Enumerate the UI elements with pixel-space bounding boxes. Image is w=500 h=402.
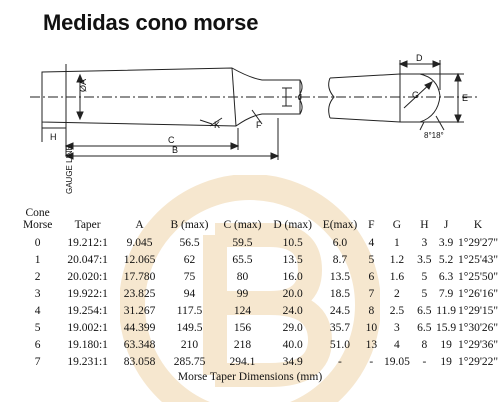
table-caption: Morse Taper Dimensions (mm) <box>177 371 323 383</box>
column-header: B (max) <box>170 219 209 231</box>
table-row <box>18 268 500 285</box>
table-cell: 1°25'43" <box>458 253 499 266</box>
table-cell: 2 <box>34 270 41 283</box>
table-cell: - <box>338 355 342 368</box>
table-cell: 13.5 <box>282 253 303 266</box>
column-header: J <box>443 219 449 231</box>
table-cell: 19.212:1 <box>67 236 108 249</box>
drawing-label-gauge-line: GAUGE LINE <box>65 145 74 194</box>
table-cell: 3.5 <box>417 253 432 266</box>
morse-taper-drawing <box>0 44 500 204</box>
drawing-label-g: G <box>412 90 420 100</box>
table-cell: 5 <box>421 270 428 283</box>
table-cell: 19.231:1 <box>67 355 108 368</box>
drawing-label-j: J <box>298 93 302 102</box>
table-cell: 19 <box>440 338 452 351</box>
table-cell: 124 <box>233 304 252 317</box>
table-cell: 19.002:1 <box>67 321 108 334</box>
table-cell: 2 <box>394 287 400 300</box>
table-cell: 20.020:1 <box>67 270 108 283</box>
table-cell: 16.0 <box>282 270 303 283</box>
table-cell: 3 <box>394 321 400 334</box>
table-cell: 7 <box>368 287 375 300</box>
table-cell: 156 <box>233 321 252 334</box>
column-header: G <box>392 219 402 231</box>
table-cell: 6 <box>34 338 41 351</box>
column-header: A <box>135 219 144 231</box>
table-cell: 56.5 <box>179 236 200 249</box>
table-cell: 2.5 <box>389 304 405 317</box>
table-cell: 1°29'27" <box>458 236 499 249</box>
table-cell: 10.5 <box>282 236 303 249</box>
table-cell: 23.825 <box>123 287 156 300</box>
table-cell: 34.9 <box>282 355 303 368</box>
table-cell: 1 <box>34 253 41 266</box>
column-header: K <box>473 219 483 231</box>
table-row <box>18 336 500 353</box>
header-cone-line1: Cone <box>25 207 50 219</box>
table-cell: - <box>422 355 427 368</box>
table-cell: 285.75 <box>173 355 206 368</box>
table-cell: 6 <box>368 270 375 283</box>
table-cell: 19.180:1 <box>67 338 108 351</box>
column-header: H <box>420 219 429 231</box>
table-cell: 44.399 <box>123 321 156 334</box>
table-cell: 5 <box>368 253 375 266</box>
table-cell: 13.5 <box>329 270 350 283</box>
table-cell: 83.058 <box>123 355 156 368</box>
drawing-label-d: D <box>416 53 423 63</box>
table-cell: 11.9 <box>436 304 456 317</box>
drawing-label-b: B <box>172 145 179 155</box>
table-cell: 75 <box>183 270 196 283</box>
table-cell: 210 <box>180 338 199 351</box>
header-cone-line2: Morse <box>22 219 53 231</box>
drawing-label-f: F <box>256 120 262 130</box>
table-cell: 17.780 <box>123 270 156 283</box>
table-cell: 8 <box>421 338 428 351</box>
table-cell: 1.2 <box>389 253 405 266</box>
table-cell: 4 <box>368 236 375 249</box>
table-cell: 1°25'50" <box>458 270 499 283</box>
table-cell: 20.047:1 <box>67 253 108 266</box>
table-cell: 80 <box>236 270 249 283</box>
table-row <box>18 319 500 336</box>
table-cell: 8.7 <box>332 253 348 266</box>
table-cell: 15.9 <box>436 321 457 334</box>
table-cell: 6.5 <box>417 321 432 334</box>
table-cell: 62 <box>183 253 196 266</box>
drawing-label-c: C <box>168 135 175 145</box>
table-cell: 4 <box>394 338 400 351</box>
table-cell: 117.5 <box>176 304 203 317</box>
table-cell: 19.922:1 <box>67 287 108 300</box>
page-title: Medidas cono morse <box>43 10 259 35</box>
table-row <box>18 302 500 319</box>
table-cell: 5.2 <box>438 253 454 266</box>
table-cell: 99 <box>236 287 249 300</box>
table-cell: 9.045 <box>126 236 153 249</box>
table-cell: 63.348 <box>123 338 156 351</box>
table-cell: 19 <box>440 355 452 368</box>
column-header: C (max) <box>223 219 262 231</box>
table-cell: 20.0 <box>282 287 303 300</box>
drawing-label-angle: 8°18° <box>424 131 444 140</box>
column-header <box>18 201 57 234</box>
table-cell: 6.0 <box>332 236 348 249</box>
table-header-row <box>18 201 500 234</box>
table-cell: 59.5 <box>232 236 253 249</box>
column-header: D (max) <box>273 219 312 231</box>
table-cell: 3 <box>421 236 428 249</box>
drawing-label-h: H <box>50 132 57 142</box>
column-header: Taper <box>74 219 101 231</box>
drawing-label-e: E <box>462 93 469 103</box>
table-cell: 5 <box>421 287 428 300</box>
table-cell: 29.0 <box>282 321 303 334</box>
table-cell: 18.5 <box>329 287 350 300</box>
table-cell: 40.0 <box>282 338 303 351</box>
drawing-label-k: K <box>214 120 221 130</box>
table-cell: 6.3 <box>438 270 454 283</box>
table-cell: 7.9 <box>438 287 454 300</box>
table-row <box>18 234 500 251</box>
table-cell: 94 <box>183 287 196 300</box>
table-cell: 1°29'22" <box>458 355 499 368</box>
table-cell: 1 <box>394 236 400 249</box>
table-cell: 10 <box>365 321 378 334</box>
table-cell: 1°30'26" <box>458 321 499 334</box>
table-cell: 1°29'15" <box>458 304 499 317</box>
table-cell: 51.0 <box>329 338 350 351</box>
table-cell: 7 <box>34 355 41 368</box>
table-cell: 12.065 <box>123 253 156 266</box>
table-cell: 0 <box>34 236 41 249</box>
column-header: F <box>368 219 375 231</box>
table-cell: 65.5 <box>232 253 253 266</box>
table-cell: 8 <box>368 304 375 317</box>
table-cell: 218 <box>233 338 252 351</box>
table-cell: 24.5 <box>329 304 350 317</box>
table-cell: 1°29'36" <box>458 338 499 351</box>
table-cell: 5 <box>34 321 41 334</box>
table-cell: 19.254:1 <box>67 304 108 317</box>
table-cell: 1.6 <box>389 270 405 283</box>
table-cell: 13 <box>365 338 378 351</box>
table-cell: 35.7 <box>329 321 350 334</box>
table-row <box>18 285 500 302</box>
table-cell: 4 <box>34 304 41 317</box>
table-cell: 6.5 <box>417 304 432 317</box>
table-cell: 294.1 <box>229 355 256 368</box>
table-cell: 1°26'16" <box>458 287 499 300</box>
table-cell: 31.267 <box>123 304 156 317</box>
column-header: E(max) <box>322 219 358 231</box>
table-row <box>18 353 500 370</box>
drawing-label-a: ØA <box>78 78 88 92</box>
table-cell: - <box>369 355 374 368</box>
table-cell: 24.0 <box>282 304 303 317</box>
table-cell: 3.9 <box>438 236 454 249</box>
table-cell: 149.5 <box>176 321 203 334</box>
table-row <box>18 251 500 268</box>
table-cell: 19.05 <box>383 355 410 368</box>
morse-taper-table <box>18 201 500 370</box>
table-body <box>18 234 500 370</box>
table-cell: 3 <box>34 287 41 300</box>
